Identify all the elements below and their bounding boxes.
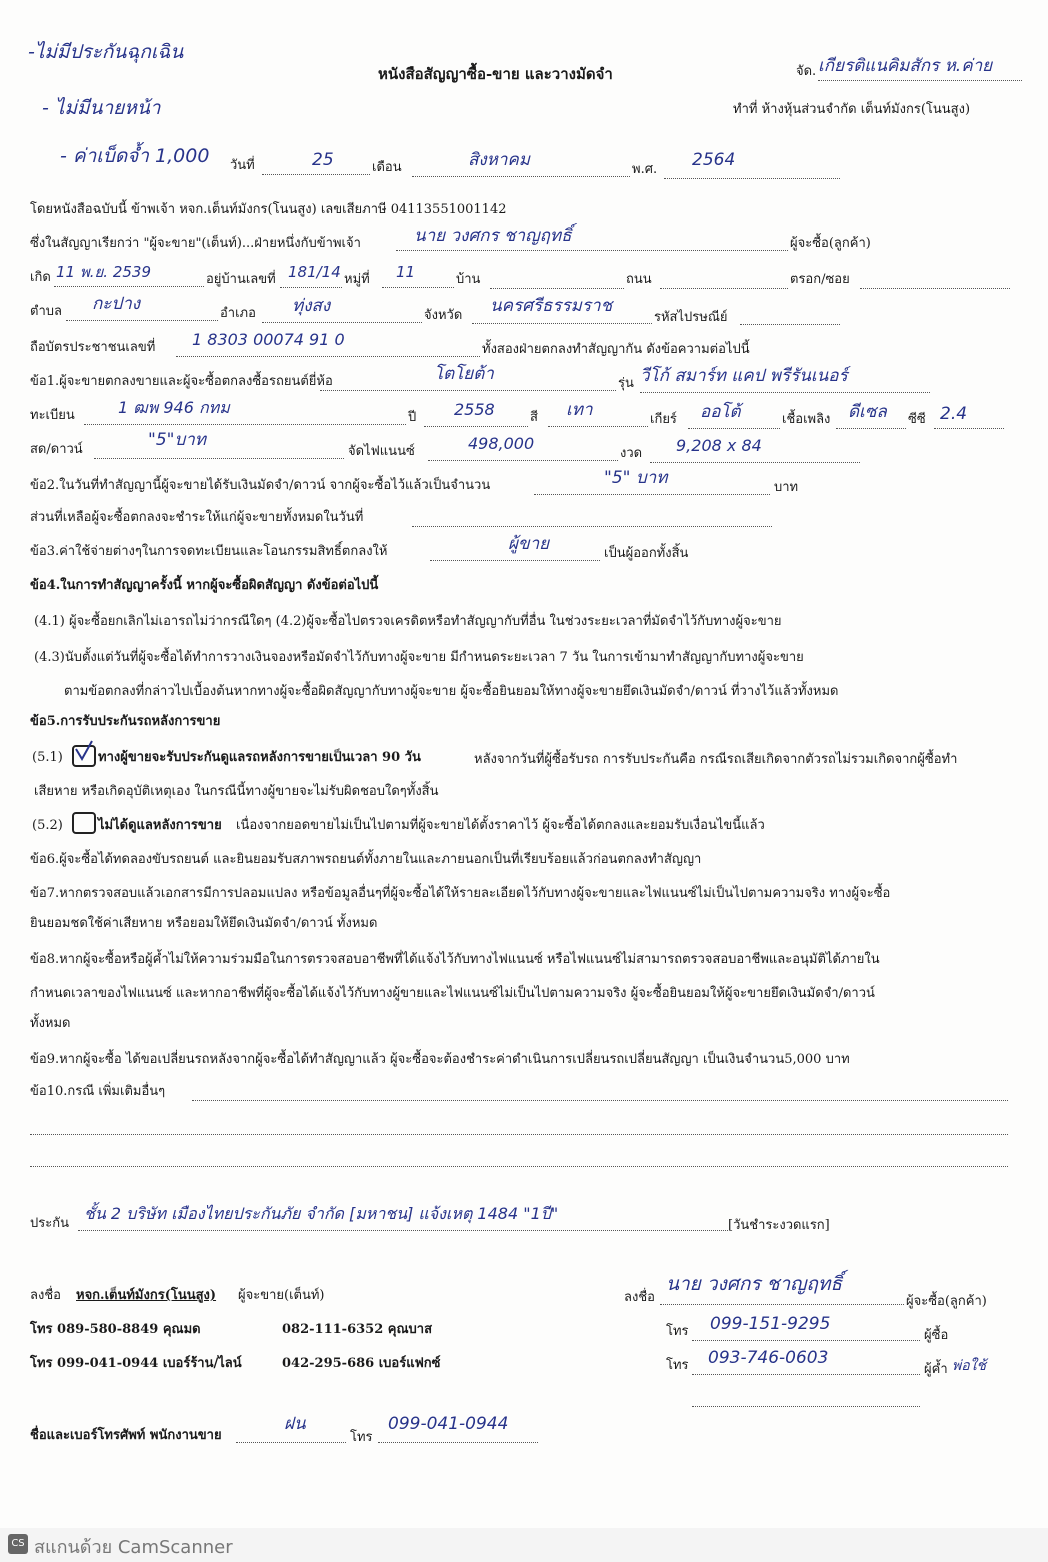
day-value: 25 [312,150,334,170]
born-label: เกิด [30,270,51,285]
checkmark-icon [72,739,96,763]
staff-phone: 099-041-0944 [388,1414,509,1434]
seller-line: ซึ่งในสัญญาเรียกว่า "ผู้จะขาย"(เต็นท์)...ฝ่ายหนึ่งกับข้าพเจ้า [30,236,361,251]
buyer-sign-label: ลงชื่อ [624,1290,655,1305]
year-car-label: ปี [408,410,417,425]
agree-text: ทั้งสองฝ่ายตกลงทำสัญญากัน ดังข้อความต่อไปนี้ [482,342,750,357]
id-value: 1 8303 00074 91 0 [192,330,345,349]
guarantor-note: พ่อใช้ [952,1358,986,1374]
installment-value: 9,208 x 84 [676,436,762,455]
model-label: รุ่น [618,376,634,391]
note-3: - ค่าเบ็ดจ้ำ 1,000 [60,145,210,167]
scanner-footer [0,1528,1048,1562]
clause-5-1b: เสียหาย หรือเกิดอุบัติเหตุเอง ในกรณีนี้ทางผู้ขายจะไม่รับผิดชอบใดๆทั้งสิ้น [34,784,439,799]
buyer-name: นาย วงศกร ชาญฤทธิ์ [414,226,572,246]
clause-5-1-bold: ทางผู้ขายจะรับประกันดูแลรถหลังการขายเป็นเวลา 90 วัน [98,750,421,765]
car-color: เทา [566,400,593,420]
scanner-text: สแกนด้วย CamScanner [34,1537,233,1558]
plate-label: ทะเบียน [30,408,75,423]
amphoe-value: ทุ่งสง [292,296,331,316]
clause-4: ข้อ4.ในการทำสัญญาครั้งนี้ หากผู้จะซื้อผิดสัญญา ดังข้อต่อไปนี้ [30,578,379,593]
clause-2: ข้อ2.ในวันที่ทำสัญญานี้ผู้จะขายได้รับเงินมัดจำ/ดาวน์ จากผู้จะซื้อไว้แล้วเป็นจำนวน [30,478,491,493]
plate-value: 1 ฒพ 946 กทม [118,398,230,417]
clause-8a: ข้อ8.หากผู้จะซื้อหรือผู้ค้ำไม่ให้ความร่วมมือในการตรวจสอบอาชีพที่ได้แจ้งไว้กับทางไฟแนนซ์ หรือไฟแนนซ์ไม่สามารถตรวจสอบอาชีพและอนุมัติได้ภายใน [30,952,880,967]
clause-5-2-rest: เนื่องจากยอดขายไม่เป็นไปตามที่ผู้จะขายได้ตั้งราคาไว้ ผู้จะซื้อได้ตกลงและยอมรับเงื่อนไขนี้แล้ว [236,818,765,833]
buyer-signature: นาย วงศกร ชาญฤทธิ์ [666,1273,842,1295]
guarantor-tel-label: โทร [666,1358,689,1373]
phone-3: โทร 099-041-0944 เบอร์ร้าน/ไลน์ [30,1356,242,1371]
buyer-role: ผู้จะซื้อ(ลูกค้า) [906,1294,987,1309]
buyer-label: ผู้จะซื้อ(ลูกค้า) [790,236,871,251]
clause-5-1-rest: หลังจากวันที่ผู้ซื้อรับรถ การรับประกันคือ กรณีรถเสียเกิดจากตัวรถไม่รวมเกิดจากผู้ซื้อทำ [474,752,958,767]
staff-phone-label: โทร [350,1430,373,1445]
guarantor-phone: 093-746-0603 [708,1348,829,1368]
province-label: จังหวัด [424,308,463,323]
page-title: หนังสือสัญญาซื้อ-ขาย และวางมัดจำ [378,65,613,83]
clause-5-2-bold: ไม่ได้ดูแลหลังการขาย [98,818,222,833]
dealer-value: เกียรติแนคิมสักร ห.ค่าย [818,56,993,76]
car-cc: 2.4 [940,404,968,424]
month-label: เดือน [372,160,402,175]
down-value: "5"บาท [148,430,206,450]
month-value: สิงหาคม [468,150,531,170]
amphoe-label: อำเภอ [220,306,256,321]
insurance-label: ประกัน [30,1216,69,1231]
seller-name: หจก.เต็นท์มังกร(โนนสูง) [76,1288,217,1303]
phone-2: 082-111-6352 คุณบาส [282,1322,433,1337]
moo-value: 11 [396,263,416,281]
dealer-label: จัด. [796,64,817,79]
id-label: ถือบัตรประชาชนเลขที่ [30,340,156,355]
clause-8b: กำหนดเวลาของไฟแนนซ์ และหากอาชีพที่ผู้จะซื้อได้แจ้งไว้กับทางผู้ขายและไฟแนนซ์ไม่เป็นไปตามความจริง ผู้จะซื้อยินยอมให้ผู้จะขายยึดเงินมัดจำ/ดาวน์ [30,986,875,1001]
finance-value: 498,000 [468,434,535,453]
moo-label: หมู่ที่ [344,272,370,287]
clause-4-3a: (4.3)นับตั้งแต่วันที่ผู้จะซื้อได้ทำการวางเงินจองหรือมัดจำไว้กับทางผู้จะขาย มีกำหนดระยะเวลา 7 วัน ในการเข้ามาทำสัญญากับทางผู้จะขาย [34,650,804,665]
soi-label: ตรอก/ซอย [790,272,850,287]
staff-name: ฝน [284,1414,306,1434]
finance-label: จัดไฟแนนซ์ [348,444,415,459]
tambon-label: ตำบล [30,304,62,319]
phone-1: โทร 089-580-8849 คุณมด [30,1322,201,1337]
intro-text: โดยหนังสือฉบับนี้ ข้าพเจ้า หจก.เต็นท์มังกร(โนนสูง) เลขเสียภาษี 04113551001142 [30,202,507,217]
car-model: วีโก้ สมาร์ท แคป พรีรันเนอร์ [640,366,848,386]
clause-3-who: ผู้ขาย [508,534,550,554]
year-value: 2564 [692,150,736,170]
clause-2-unit: บาท [774,480,799,495]
buyer-phone: 099-151-9295 [710,1314,831,1334]
staff-label: ชื่อและเบอร์โทรศัพท์ พนักงานขาย [30,1428,222,1443]
clause-9: ข้อ9.หากผู้จะซื้อ ได้ขอเปลี่ยนรถหลังจากผู้จะซื้อได้ทำสัญญาแล้ว ผู้จะซื้อจะต้องชำระค่าดำเนินการเปลี่ยนรถเปลี่ยนสัญญา เป็นเงินจำนวน5,000 บาท [30,1052,850,1067]
camscanner-logo-icon: CS [8,1534,28,1554]
note-2: - ไม่มีนายหน้า [42,97,161,119]
down-label: สด/ดาวน์ [30,442,83,457]
clause-3: ข้อ3.ค่าใช้จ่ายต่างๆในการจดทะเบียนและโอนกรรมสิทธิ์ตกลงให้ [30,544,388,559]
seller-role: ผู้จะขาย(เต็นท์) [238,1288,325,1303]
clause-5: ข้อ5.การรับประกันรถหลังการขาย [30,714,221,729]
clause-4-1: (4.1) ผู้จะซื้อยกเลิกไม่เอารถไม่ว่ากรณีใดๆ (4.2)ผู้จะซื้อไปตรวจเครดิตหรือทำสัญญากับที่อื่น ในช่วงระยะเวลาที่มัดจำไว้กับทางผู้จะขาย [34,614,782,629]
office-text: ทำที่ ห้างหุ้นส่วนจำกัด เต็นท์มังกร(โนนสูง) [733,102,971,117]
clause-1: ข้อ1.ผู้จะขายตกลงขายและผู้จะซื้อตกลงซื้อรถยนต์ยี่ห้อ [30,374,333,389]
clause-3-end: เป็นผู้ออกทั้งสิ้น [604,546,689,561]
road-label: ถนน [626,272,652,287]
house-label: อยู่บ้านเลขที่ [206,272,276,287]
color-label: สี [530,410,538,425]
clause-2b: ส่วนที่เหลือผู้จะซื้อตกลงจะชำระให้แก่ผู้จะขายทั้งหมดในวันที่ [30,510,364,525]
year-label: พ.ศ. [632,162,658,177]
clause-7a: ข้อ7.หากตรวจสอบแล้วเอกสารมีการปลอมแปลง หรือข้อมูลอื่นๆที่ผู้จะซื้อได้ให้รายละเอียดไว้กับทางผู้จะขายและไฟแนนซ์ไม่เป็นไปตามความจริง ทางผู้จะซื้อ [30,886,891,901]
guarantor-role: ผู้ค้ำ [924,1362,948,1377]
car-gear: ออโต้ [700,402,741,422]
buyer-tel-label: โทร [666,1324,689,1339]
car-brand: โตโยต้า [434,364,494,384]
clause-5-2-checkbox[interactable] [72,812,96,834]
clause-5-2-no: (5.2) [32,818,63,833]
seller-sign-label: ลงชื่อ [30,1288,61,1303]
gear-label: เกียร์ [650,412,677,427]
clause-2-amount: "5" บาท [604,468,668,488]
phone-4: 042-295-686 เบอร์แฟกซ์ [282,1356,441,1371]
clause-10: ข้อ10.กรณี เพิ่มเติมอื่นๆ [30,1084,166,1099]
clause-7b: ยินยอมชดใช้ค่าเสียหาย หรือยอมให้ยึดเงินมัดจำ/ดาวน์ ทั้งหมด [30,916,378,931]
cc-label: ซีซี [908,412,926,427]
installment-label: งวด [620,446,643,461]
clause-5-1-no: (5.1) [32,750,63,765]
clause-4-3b: ตามข้อตกลงที่กล่าวไปเบื้องต้นหากทางผู้จะซื้อผิดสัญญากับทางผู้จะขาย ผู้จะซื้อยินยอมให้ทางผู้จะขายยึดเงินมัดจำ/ดาวน์ ที่วางไว้แล้วทั้งหมด [64,684,839,699]
clause-5-1-checkbox[interactable] [72,745,96,767]
tambon-value: กะปาง [92,294,141,314]
clause-8c: ทั้งหมด [30,1016,71,1031]
born-value: 11 พ.ย. 2539 [56,263,152,281]
ban-label: บ้าน [456,272,481,287]
province-value: นครศรีธรรมราช [490,296,613,316]
car-fuel: ดีเซล [848,402,887,422]
insurance-suffix: [วันชำระงวดแรก] [728,1218,830,1233]
fuel-label: เชื้อเพลิง [782,412,831,427]
note-1: -ไม่มีประกันฉุกเฉิน [28,41,184,63]
buyer-phone-role: ผู้ซื้อ [924,1328,949,1343]
day-label: วันที่ [230,158,255,173]
car-year: 2558 [454,400,495,419]
insurance-value: ชั้น 2 บริษัท เมืองไทยประกันภัย จำกัด [มหาชน] แจ้งเหตุ 1484 "1ปี" [84,1204,559,1223]
clause-6: ข้อ6.ผู้จะซื้อได้ทดลองขับรถยนต์ และยินยอมรับสภาพรถยนต์ทั้งภายในและภายนอกเป็นที่เรียบร้อยแล้วก่อนตกลงทำสัญญา [30,852,702,867]
postal-label: รหัสไปรษณีย์ [654,310,728,325]
house-value: 181/14 [288,263,341,281]
